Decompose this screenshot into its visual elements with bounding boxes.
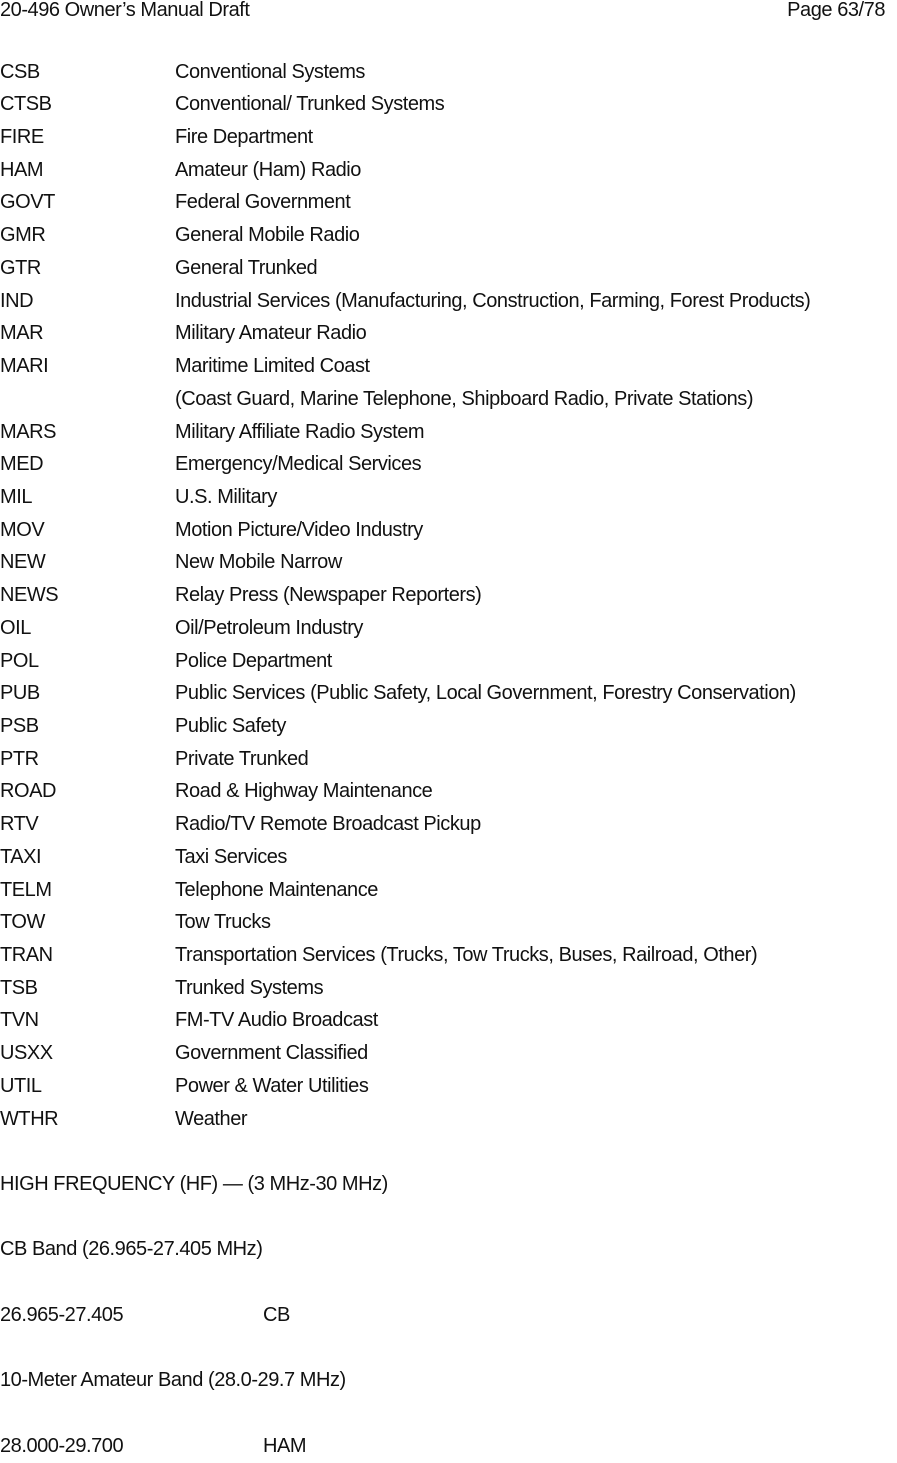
service-code: MED	[0, 453, 44, 476]
spacer	[0, 1397, 897, 1430]
frequency-row-ham	[0, 1430, 897, 1463]
service-description: General Mobile Radio	[175, 224, 360, 247]
service-description: Road & Highway Maintenance	[175, 780, 433, 803]
code-row	[0, 56, 897, 89]
service-code: CSB	[0, 60, 40, 83]
service-description: Radio/TV Remote Broadcast Pickup	[175, 813, 481, 836]
service-description: Conventional Systems	[175, 60, 365, 83]
service-code: CB	[263, 1303, 290, 1326]
service-code: OIL	[0, 616, 31, 639]
service-code: MOV	[0, 518, 45, 541]
header-title: 20-496 Owner’s Manual Draft	[0, 0, 250, 21]
code-row	[0, 416, 897, 449]
service-description: Conventional/ Trunked Systems	[175, 93, 445, 116]
service-code: UTIL	[0, 1074, 42, 1097]
frequency-row-cb	[0, 1299, 897, 1332]
service-description: New Mobile Narrow	[175, 551, 342, 574]
section-heading-10m	[0, 1364, 897, 1397]
service-code: POL	[0, 649, 39, 672]
code-row	[0, 1004, 897, 1037]
service-description: Power & Water Utilities	[175, 1074, 369, 1097]
service-description: Telephone Maintenance	[175, 878, 378, 901]
frequency-range: 26.965-27.405	[0, 1303, 124, 1326]
service-description: Motion Picture/Video Industry	[175, 518, 423, 541]
service-code: FIRE	[0, 126, 44, 149]
code-row	[0, 448, 897, 481]
service-description: Private Trunked	[175, 747, 309, 770]
ten-meter-heading: 10-Meter Amateur Band (28.0-29.7 MHz)	[0, 1369, 346, 1392]
service-code: TAXI	[0, 845, 42, 868]
service-description: Maritime Limited Coast	[175, 355, 370, 378]
service-code-list	[0, 56, 897, 1136]
cb-heading: CB Band (26.965-27.405 MHz)	[0, 1238, 263, 1261]
code-row	[0, 154, 897, 187]
code-row	[0, 775, 897, 808]
code-row	[0, 1037, 897, 1070]
document-body	[0, 56, 897, 1463]
code-row	[0, 383, 897, 416]
code-row	[0, 1070, 897, 1103]
service-description: Oil/Petroleum Industry	[175, 616, 363, 639]
code-row	[0, 285, 897, 318]
service-code: MAR	[0, 322, 44, 345]
service-description: (Coast Guard, Marine Telephone, Shipboard Radio, Private Stations)	[175, 387, 754, 410]
service-code: PTR	[0, 747, 39, 770]
service-description: Weather	[175, 1107, 248, 1130]
code-row	[0, 546, 897, 579]
service-code: TVN	[0, 1009, 39, 1032]
code-row	[0, 906, 897, 939]
service-description: Tow Trucks	[175, 911, 271, 934]
service-description: U.S. Military	[175, 485, 277, 508]
frequency-range: 28.000-29.700	[0, 1434, 124, 1457]
service-code: IND	[0, 289, 34, 312]
service-code: MIL	[0, 485, 32, 508]
service-code: GMR	[0, 224, 46, 247]
service-code: ROAD	[0, 780, 56, 803]
spacer	[0, 1266, 897, 1299]
code-row	[0, 350, 897, 383]
spacer	[0, 1332, 897, 1365]
service-description: Industrial Services (Manufacturing, Construction, Farming, Forest Products)	[175, 289, 811, 312]
code-row	[0, 710, 897, 743]
service-description: Trunked Systems	[175, 976, 324, 999]
code-row	[0, 579, 897, 612]
service-code: NEW	[0, 551, 46, 574]
code-row	[0, 317, 897, 350]
code-row	[0, 841, 897, 874]
service-code: TSB	[0, 976, 38, 999]
service-code: TRAN	[0, 944, 53, 966]
service-code: NEWS	[0, 584, 59, 607]
code-row	[0, 252, 897, 285]
service-description: Police Department	[175, 649, 332, 672]
service-code: HAM	[0, 158, 44, 181]
service-code: WTHR	[0, 1107, 59, 1130]
code-row	[0, 612, 897, 645]
code-row	[0, 481, 897, 514]
service-description: Public Safety	[175, 714, 286, 737]
code-row	[0, 808, 897, 841]
service-description: Relay Press (Newspaper Reporters)	[175, 584, 482, 607]
service-code: GTR	[0, 256, 41, 279]
code-row	[0, 88, 897, 121]
service-description: Military Affiliate Radio System	[175, 420, 425, 443]
code-row	[0, 972, 897, 1005]
code-row	[0, 186, 897, 219]
service-description: Military Amateur Radio	[175, 322, 367, 345]
service-description: Federal Government	[175, 191, 351, 214]
service-code: TELM	[0, 878, 52, 901]
spacer	[0, 1135, 897, 1168]
service-code: MARS	[0, 420, 56, 443]
service-code: PUB	[0, 682, 40, 705]
service-code: TOW	[0, 911, 45, 934]
service-description: Transportation Services (Trucks, Tow Trucks, Buses, Railroad, Other)	[175, 944, 758, 966]
service-description: Public Services (Public Safety, Local Government, Forestry Conservation)	[175, 682, 796, 705]
service-description: FM-TV Audio Broadcast	[175, 1009, 378, 1032]
service-code: PSB	[0, 714, 39, 737]
code-row	[0, 677, 897, 710]
code-row	[0, 219, 897, 252]
section-heading-cb	[0, 1233, 897, 1266]
service-description: Fire Department	[175, 126, 313, 149]
service-description: Emergency/Medical Services	[175, 453, 422, 476]
page-number: Page 63/78	[787, 0, 885, 21]
code-row	[0, 514, 897, 547]
code-row	[0, 874, 897, 907]
code-row	[0, 743, 897, 776]
service-description: Taxi Services	[175, 845, 287, 868]
spacer	[0, 1201, 897, 1234]
service-code: GOVT	[0, 191, 55, 214]
hf-heading: HIGH FREQUENCY (HF) — (3 MHz-30 MHz)	[0, 1173, 388, 1196]
service-code: RTV	[0, 813, 39, 836]
service-description: Government Classified	[175, 1042, 368, 1065]
code-row	[0, 645, 897, 678]
service-code: HAM	[263, 1434, 307, 1457]
code-row	[0, 121, 897, 154]
service-code: CTSB	[0, 93, 52, 116]
service-code: USXX	[0, 1042, 53, 1065]
code-row	[0, 1103, 897, 1136]
section-heading-hf	[0, 1168, 897, 1201]
code-row	[0, 939, 897, 972]
service-description: General Trunked	[175, 256, 318, 279]
service-description: Amateur (Ham) Radio	[175, 158, 361, 181]
service-code: MARI	[0, 355, 49, 378]
